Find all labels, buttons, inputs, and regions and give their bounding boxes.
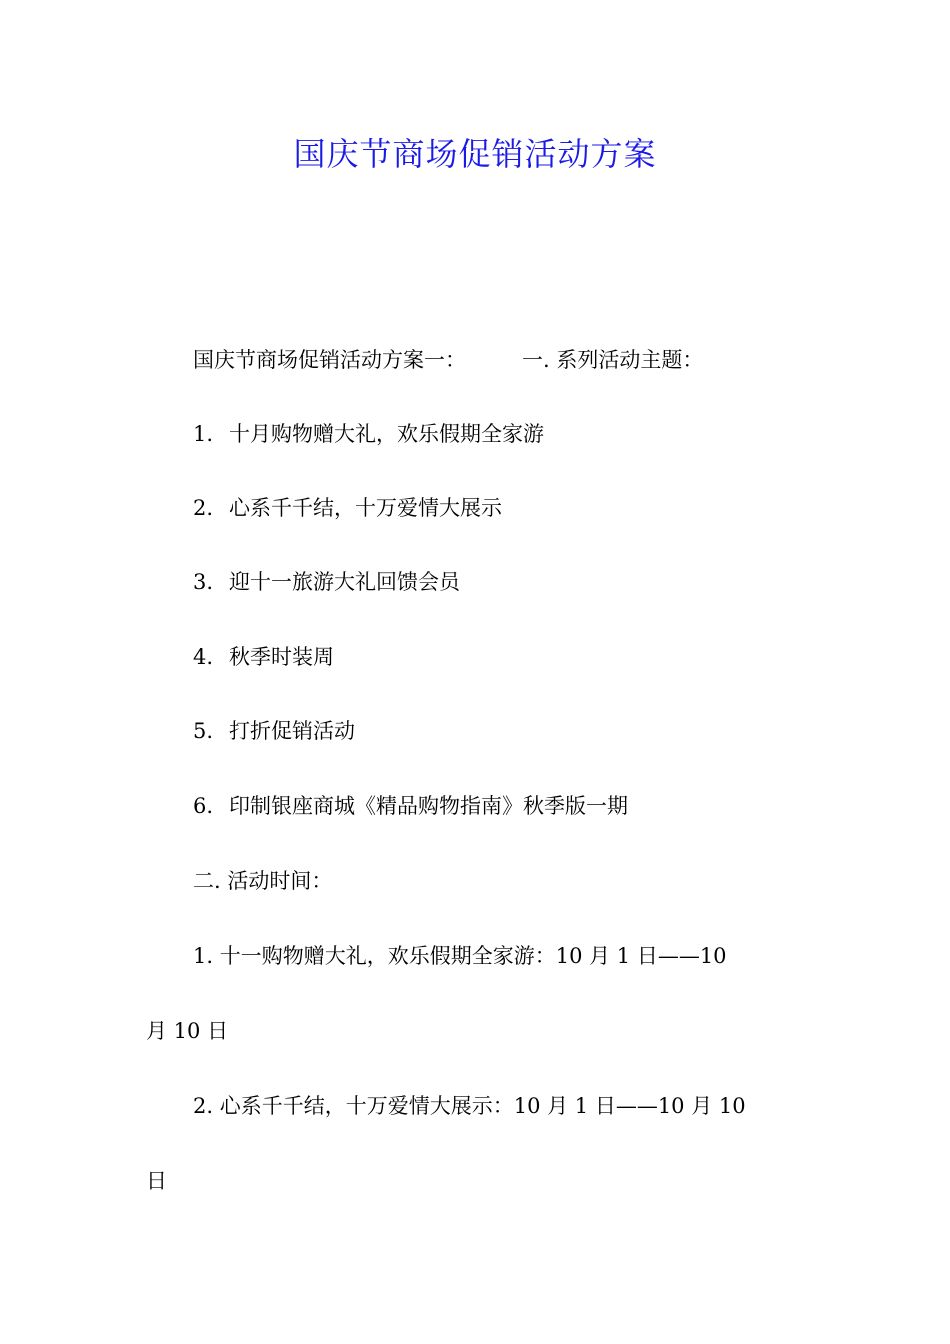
theme-number: 1. xyxy=(193,422,214,446)
theme-number: 4. xyxy=(193,645,214,669)
theme-text: 十月购物赠大礼，欢乐假期全家游 xyxy=(229,422,545,446)
intro-text: 国庆节商场促销活动方案一： xyxy=(193,348,466,372)
theme-text: 心系千千结，十万爱情大展示 xyxy=(229,496,503,520)
section2-heading: 二. 活动时间： xyxy=(193,869,333,893)
schedule-line: 1. 十一购物赠大礼，欢乐假期全家游：10 月 1 日——10 xyxy=(193,944,727,968)
theme-number: 6. xyxy=(193,794,214,818)
theme-item xyxy=(193,791,628,821)
schedule-line-continued: 日 xyxy=(146,1169,167,1193)
theme-item xyxy=(193,567,460,597)
theme-text: 秋季时装周 xyxy=(229,645,335,669)
theme-item xyxy=(193,493,502,523)
theme-text: 印制银座商城《精品购物指南》秋季版一期 xyxy=(229,794,629,818)
document-title: 国庆节商场促销活动方案 xyxy=(293,135,657,173)
intro-line xyxy=(193,345,703,375)
theme-text: 迎十一旅游大礼回馈会员 xyxy=(229,570,461,594)
theme-item xyxy=(193,419,544,449)
theme-number: 2. xyxy=(193,496,214,520)
schedule-line-continued: 月 10 日 xyxy=(146,1019,229,1043)
theme-item xyxy=(193,716,355,746)
theme-number: 3. xyxy=(193,570,214,594)
schedule-line: 2. 心系千千结，十万爱情大展示：10 月 1 日——10 月 10 xyxy=(193,1094,746,1118)
section1-heading: 一. 系列活动主题： xyxy=(522,348,704,372)
theme-item xyxy=(193,642,334,672)
theme-number: 5. xyxy=(193,719,214,743)
theme-text: 打折促销活动 xyxy=(229,719,356,743)
